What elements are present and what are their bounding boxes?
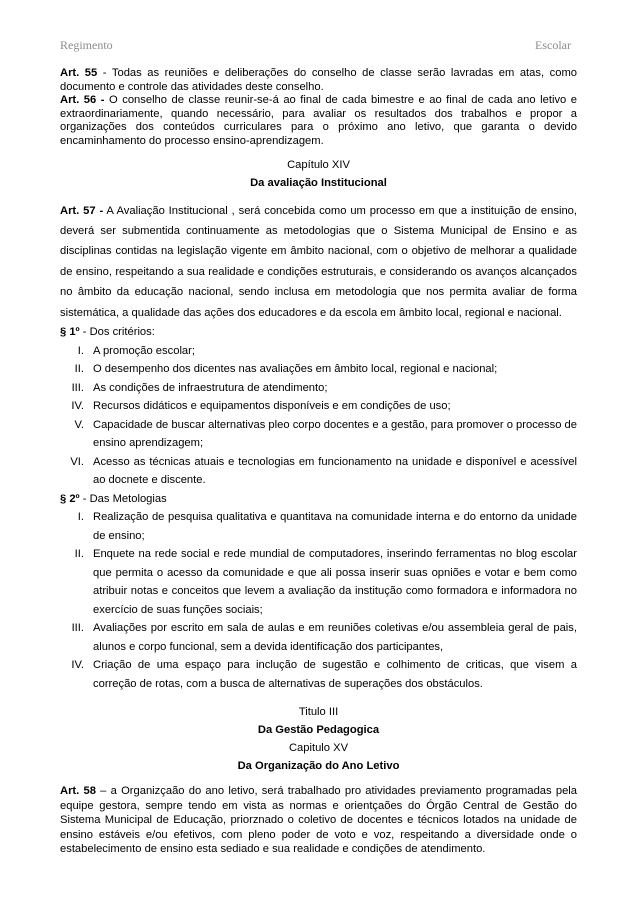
list-item-text: Acesso as técnicas atuais e tecnologias em funcionamento na unidade e disponível e acessível ao docnete e discente.	[93, 455, 577, 486]
paragraph-2-label: § 2º	[60, 492, 80, 505]
list-item-text: A promoção escolar;	[93, 344, 195, 357]
list-item-text: O desempenho dos dicentes nas avaliações em âmbito local, regional e nacional;	[93, 363, 498, 375]
list-item-number: IV.	[71, 400, 84, 412]
list-item-text: Capacidade de buscar alternativas pleo corpo docentes e a gestão, para promover o processo de ensino aprendizagem;	[93, 418, 577, 449]
list-item	[60, 416, 577, 453]
chapter-14-subtitle	[60, 174, 577, 192]
article-57	[60, 201, 577, 323]
list-item-text: As condições de infraestrutura de atendimento;	[93, 381, 328, 394]
list-item-text: Realização de pesquisa qualitativa e quantitava na comunidade interna e do entorno da unidade de ensino;	[93, 511, 577, 542]
list-item	[60, 342, 577, 361]
header-right: Escolar	[535, 38, 571, 52]
article-55	[60, 67, 577, 94]
list-item	[60, 360, 577, 379]
article-55-label: Art. 55	[60, 67, 98, 79]
title-3-subtitle-text: Da Gestão Pedagogica	[257, 724, 380, 736]
list-item-number: III.	[71, 381, 84, 394]
list-item-number: VI.	[70, 455, 84, 468]
list-item-text: Recursos didáticos e equipamentos disponíveis e em condições de uso;	[93, 400, 451, 412]
chapter-14-title: Capítulo XIV	[287, 158, 350, 171]
list-item-number: IV.	[71, 659, 84, 671]
list-item-text: Enquete na rede social e rede mundial de computadores, inserindo ferramentas no blog escolar que permita o acesso da comunidade e que ali possa inserir suas opniões e votar e bem como atribuir notas e conceitos que levem a avaliação da institução como formadora e informadora no exercício de suas funções sociais;	[93, 548, 577, 616]
list-item-number: I.	[77, 344, 84, 357]
article-58	[60, 784, 577, 857]
list-item	[60, 397, 577, 416]
list-item	[60, 619, 577, 656]
list-item	[60, 508, 577, 545]
header-left: Regimento	[60, 38, 113, 52]
list-item-number: III.	[71, 622, 84, 634]
list-item-number: I.	[77, 511, 84, 523]
article-57-label: Art. 57 -	[60, 204, 104, 217]
chapter-14-subtitle-text: Da avaliação Institucional	[250, 176, 387, 189]
article-57-text: A Avaliação Institucional , será concebida como um processo em que a instituição de ensino, deverá ser submentida continuamente as metodologias que o Sistema Municipal de Ensino e as disciplinas contidas na legislação vigente em âmbito nacional, com o objetivo de melhorar a qualidade de ensino, respeitando a sua realidade e condições estruturais, e considerando os avanços alcançados no âmbito da educação nacional, sendo inclusa em metodologia que nos permita avaliar de forma sistemática, a qualidade das ações dos educadores e da escola em âmbito local, regional e nacional.	[60, 204, 578, 319]
article-56-text: O conselho de classe reunir-se-á ao final de cada bimestre e ao final de cada ano letivo e extraordinariamente, quando necessário, para avaliar os resultados dos trabalhos e propor a organizações dos conteúdos curriculares para o próximo ano letivo, que garanta o devido encaminhamento do processo ensino-aprendizagem.	[60, 94, 577, 147]
paragraph-2-heading	[60, 490, 577, 509]
paragraph-1-label: § 1º	[60, 326, 80, 338]
list-item-number: V.	[74, 418, 84, 431]
paragraph-2-title: - Das Metologias	[79, 492, 167, 505]
list-item	[60, 379, 577, 398]
chapter-15-subtitle-text: Da Organização do Ano Letivo	[237, 760, 400, 772]
list-item-number: II.	[74, 548, 84, 560]
article-55-text: - Todas as reuniões e deliberações do conselho de classe serão lavradas em atas, como documento e controle das atividades deste conselho.	[60, 67, 577, 93]
list-item-text: Criação de uma espaço para inclução de sugestão e colhimento de criticas, que visem a correção de rotas, com a busca de alternativas de superações dos obstáculos.	[93, 659, 577, 690]
list-item-text: Avaliações por escrito em sala de aulas e em reuniões coletivas e/ou assembleia geral de pais, alunos e corpo funcional, sem a devida identificação dos participantes,	[93, 622, 577, 653]
article-56	[60, 94, 577, 148]
document-body	[60, 67, 577, 857]
paragraph-2-list	[60, 508, 577, 693]
list-item-number: II.	[74, 363, 84, 375]
paragraph-1-title: - Dos critérios:	[79, 326, 155, 338]
page-header	[60, 38, 571, 53]
article-58-text: – a Organizçaão do ano letivo, será trabalhado pro atividades previamento programadas pela equipe gestora, sempre tendo em vista as normas e orientçaões do Órgão Central de Gestão do Sistema Municipal de Educação, priorznado o coletivo de docentes e técnicos lotados na unidade de ensino estáveis e/ou efetivos, com pleno poder de voto e voz, respeitando a diversidade onde o estabelecimento de ensino esta sediado e sua realidade e condições de atendimento.	[60, 785, 577, 856]
list-item	[60, 545, 577, 619]
title-3-subtitle	[60, 721, 577, 739]
list-item	[60, 453, 577, 490]
chapter-15-title: Capitulo XV	[288, 742, 349, 754]
paragraph-1-heading	[60, 323, 577, 342]
paragraph-1-list	[60, 342, 577, 490]
article-58-label: Art. 58	[60, 785, 96, 797]
list-item	[60, 656, 577, 693]
title-3: Titulo III	[298, 706, 339, 718]
article-56-label: Art. 56 -	[60, 94, 105, 107]
chapter-15-subtitle	[60, 757, 577, 775]
